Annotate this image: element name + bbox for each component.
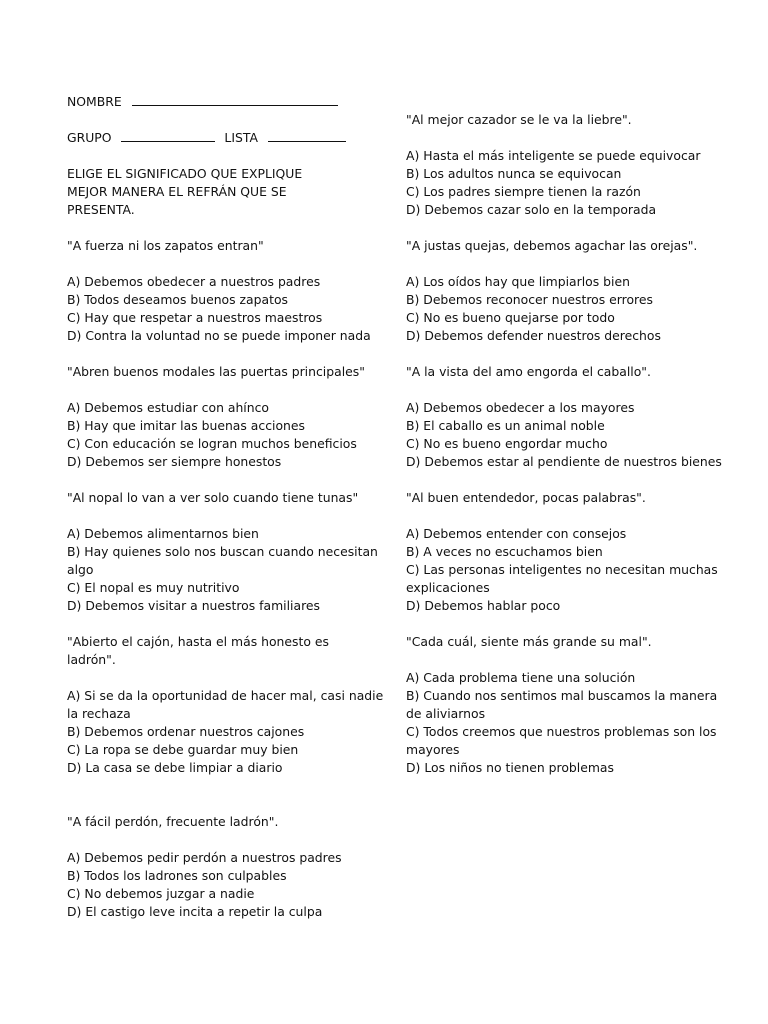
question-block <box>67 489 378 615</box>
instructions-line: MEJOR MANERA EL REFRÁN QUE SE <box>67 184 287 199</box>
answer-option[interactable]: D) Debemos defender nuestros derechos <box>406 328 661 343</box>
nombre-field[interactable] <box>67 93 367 111</box>
question-block <box>67 363 367 471</box>
question-block <box>406 489 718 615</box>
answer-option[interactable] <box>406 723 717 759</box>
question-prompt: "A fuerza ni los zapatos entran" <box>67 238 264 253</box>
answer-option[interactable]: A) Cada problema tiene una solución <box>406 670 636 685</box>
answer-option[interactable]: B) Todos los ladrones son culpables <box>67 868 287 883</box>
answer-option[interactable]: A) Debemos entender con consejos <box>406 526 627 541</box>
nombre-blank[interactable] <box>132 104 338 106</box>
answer-option[interactable] <box>406 561 718 597</box>
answer-option[interactable]: B) Debemos reconocer nuestros errores <box>406 292 653 307</box>
instructions-line: PRESENTA. <box>67 202 135 217</box>
question-prompt: "Al mejor cazador se le va la liebre". <box>406 112 632 127</box>
question-prompt: "Cada cuál, siente más grande su mal". <box>406 634 652 649</box>
answer-option-line: B) Cuando nos sentimos mal buscamos la manera <box>406 688 718 703</box>
instructions <box>67 165 367 219</box>
answer-option-line: B) Hay quienes solo nos buscan cuando necesitan <box>67 544 378 559</box>
answer-option[interactable]: C) No es bueno engordar mucho <box>406 436 608 451</box>
answer-option[interactable]: D) El castigo leve incita a repetir la culpa <box>67 904 323 919</box>
answer-option[interactable]: D) Contra la voluntad no se puede imponer nada <box>67 328 371 343</box>
answer-option[interactable]: B) El caballo es un animal noble <box>406 418 605 433</box>
answer-option-line: C) Todos creemos que nuestros problemas son los <box>406 724 717 739</box>
lista-label: LISTA <box>224 130 258 145</box>
answer-option[interactable]: B) Hay que imitar las buenas acciones <box>67 418 305 433</box>
answer-option[interactable] <box>67 543 378 579</box>
grupo-blank[interactable] <box>121 140 215 142</box>
question-prompt: "A fácil perdón, frecuente ladrón". <box>67 814 279 829</box>
answer-option[interactable]: C) La ropa se debe guardar muy bien <box>67 742 299 757</box>
answer-option[interactable]: D) La casa se debe limpiar a diario <box>67 760 283 775</box>
answer-option[interactable]: C) Los padres siempre tienen la razón <box>406 184 641 199</box>
question-block <box>406 363 722 471</box>
answer-option[interactable]: A) Debemos pedir perdón a nuestros padres <box>67 850 342 865</box>
answer-option[interactable]: D) Debemos estar al pendiente de nuestros bienes <box>406 454 722 469</box>
question-prompt: "Al nopal lo van a ver solo cuando tiene tunas" <box>67 490 359 505</box>
question-block <box>67 813 367 921</box>
answer-option[interactable]: D) Debemos cazar solo en la temporada <box>406 202 657 217</box>
question-prompt: "Abren buenos modales las puertas principales" <box>67 364 365 379</box>
answer-option[interactable] <box>406 687 718 723</box>
question-prompt: "A la vista del amo engorda el caballo". <box>406 364 651 379</box>
answer-option[interactable]: D) Debemos hablar poco <box>406 598 561 613</box>
answer-option[interactable]: C) No debemos juzgar a nadie <box>67 886 255 901</box>
answer-option[interactable]: C) No es bueno quejarse por todo <box>406 310 615 325</box>
right-column <box>406 0 722 777</box>
question-block <box>406 237 712 345</box>
answer-option-line: A) Si se da la oportunidad de hacer mal, casi nadie <box>67 688 384 703</box>
answer-option[interactable]: B) Los adultos nunca se equivocan <box>406 166 622 181</box>
answer-option-line: de aliviarnos <box>406 706 486 721</box>
answer-option[interactable]: B) Todos deseamos buenos zapatos <box>67 292 288 307</box>
answer-option[interactable]: A) Debemos alimentarnos bien <box>67 526 259 541</box>
answer-option[interactable]: A) Hasta el más inteligente se puede equivocar <box>406 148 701 163</box>
grupo-label: GRUPO <box>67 130 112 145</box>
answer-option[interactable]: A) Los oídos hay que limpiarlos bien <box>406 274 630 289</box>
question-prompt: ladrón". <box>67 652 116 667</box>
nombre-label: NOMBRE <box>67 94 122 109</box>
instructions-line: ELIGE EL SIGNIFICADO QUE EXPLIQUE <box>67 166 303 181</box>
answer-option[interactable]: D) Debemos visitar a nuestros familiares <box>67 598 320 613</box>
answer-option[interactable]: B) Debemos ordenar nuestros cajones <box>67 724 305 739</box>
answer-option-line: C) Las personas inteligentes no necesitan muchas <box>406 562 718 577</box>
question-prompt: "A justas quejas, debemos agachar las orejas". <box>406 238 698 253</box>
grupo-lista-field[interactable] <box>67 129 367 147</box>
answer-option[interactable]: D) Debemos ser siempre honestos <box>67 454 282 469</box>
answer-option[interactable]: B) A veces no escuchamos bien <box>406 544 603 559</box>
answer-option[interactable]: C) El nopal es muy nutritivo <box>67 580 240 595</box>
question-block <box>67 633 384 777</box>
question-block <box>406 633 718 777</box>
lista-blank[interactable] <box>268 140 346 142</box>
answer-option-line: la rechaza <box>67 706 131 721</box>
answer-option[interactable] <box>67 687 384 723</box>
question-block <box>67 237 371 345</box>
answer-option[interactable]: A) Debemos estudiar con ahínco <box>67 400 269 415</box>
answer-option[interactable]: A) Debemos obedecer a nuestros padres <box>67 274 321 289</box>
answer-option[interactable]: A) Debemos obedecer a los mayores <box>406 400 635 415</box>
answer-option[interactable]: C) Con educación se logran muchos beneficios <box>67 436 357 451</box>
left-column <box>67 0 384 921</box>
question-prompt: "Abierto el cajón, hasta el más honesto es <box>67 634 329 649</box>
question-block <box>406 111 712 219</box>
answer-option[interactable]: D) Los niños no tienen problemas <box>406 760 614 775</box>
answer-option-line: algo <box>67 562 94 577</box>
answer-option-line: explicaciones <box>406 580 490 595</box>
answer-option[interactable]: C) Hay que respetar a nuestros maestros <box>67 310 323 325</box>
question-prompt: "Al buen entendedor, pocas palabras". <box>406 490 646 505</box>
answer-option-line: mayores <box>406 742 460 757</box>
